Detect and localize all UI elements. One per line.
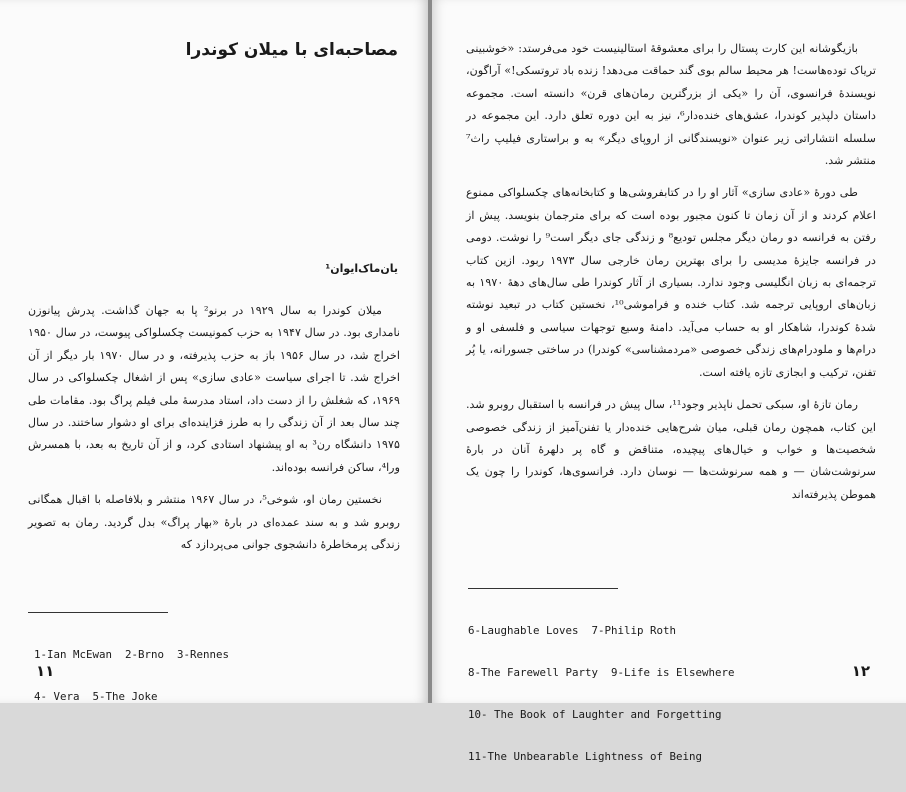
page-number: ۱۱ bbox=[36, 662, 55, 680]
right-footnotes bbox=[468, 596, 735, 792]
footnote-rule bbox=[468, 588, 618, 589]
paragraph: بازیگوشانه این کارت پستال را برای معشوقهٔ استالینیست خود می‌فرستد: «خوشبینی تریاک توده‌هاست! هر محیط سالم بوی گند حماقت می‌دهد! زنده باد تروتسکی!» آراگون، نویسندهٔ فرانسوی، آن را «یکی از بزرگترین رمان‌های قرن» دانسته است. مجموعه داستان دلپذیر کوندرا، عشق‌های خنده‌دار⁶، نیز به این دوره تعلق دارد. این مجموعه در سلسله انتشاراتی زیر عنوان «نویسندگانی از اروپای دیگر» به و براستاری فیلیپ راث⁷ منتشر شد. bbox=[466, 42, 876, 168]
footnote-line: 6-Laughable Loves 7-Philip Roth bbox=[468, 624, 677, 637]
footnote-line: 11-The Unbearable Lightness of Being bbox=[468, 750, 703, 763]
article-title: مصاحبه‌ای با میلان کوندرا bbox=[185, 40, 398, 60]
right-body-text bbox=[466, 38, 876, 578]
right-page bbox=[432, 0, 906, 763]
footnote-line: 1-Ian McEwan 2-Brno 3-Rennes bbox=[34, 648, 230, 661]
footnote-line: 10- The Book of Laughter and Forgetting bbox=[468, 708, 722, 721]
paragraph: رمان تازهٔ او، سبکی تحمل ناپذیر وجود¹¹، سال پیش در فرانسه با استقبال روبرو شد. این کتاب، همچون رمان قبلی، میان شرح‌هایی خنده‌دار یا تفنن‌آمیز از زندگی خصوصی شخصیت‌ها و خواب و خیال‌های پیچیده، متناقض و گاه پر دلهرهٔ آنان در بارهٔ سرنوشت‌شان — و همه سرنوشت‌ها — نوسان دارد. فرانسوی‌ها، کوندرا را چون یک هموطن پذیرفته‌اند bbox=[466, 398, 876, 501]
paragraph: طی دورهٔ «عادی سازی» آثار او را در کتابفروشی‌ها و کتابخانه‌های چکسلواکی ممنوع اعلام کردند و از آن زمان تا کنون مجبور بوده است که برای مترجمان بنویسد. پیش از رفتن به فرانسه دو رمان دیگر مجلس تودیع⁸ و زندگی جای دیگر است⁹ را نوشت. دومی در فرانسه جایزهٔ مدیسی را برای بهترین رمان خارجی سال ۱۹۷۳ ربود. ازین کتاب ترجمه‌ای به زبان انگلیسی وجود ندارد. بسیاری از آثار کوندرا طی سال‌های دههٔ ۱۹۷۰ به زبان‌های اروپایی ترجمه شد. کتاب خنده و فراموشی¹⁰، نخستین کتاب در تبعید نوشته شدهٔ کوندرا، شاهکار او به حساب می‌آید. دامنهٔ وسیع توجهات سیاسی و فلسفی او و درام‌ها و ملودرام‌های زندگی خصوصی «مردمشناسی» کوندرا) در ساختی جسورانه، یا پُر تفنن، ترکیب و ابجازی تازه یافته است. bbox=[466, 186, 877, 379]
paragraph: نخستین رمان او، شوخی⁵، در سال ۱۹۶۷ منتشر و بلافاصله با اقبال همگانی روبرو شد و به سند عمده‌ای در بارهٔ «بهار پراگ» بدل گردید. رمان به تصویر زندگی پرمخاطرهٔ دانشجوی جوانی می‌پردازد که bbox=[28, 493, 400, 552]
left-page bbox=[0, 0, 428, 703]
left-body-text bbox=[28, 300, 400, 590]
author-name: یان‌ماک‌ایوان¹ bbox=[325, 262, 398, 275]
page-number: ۱۲ bbox=[851, 662, 870, 680]
footnote-line: 4- Vera 5-The Joke bbox=[34, 690, 158, 703]
footnote-rule bbox=[28, 612, 168, 613]
left-footnotes bbox=[34, 620, 229, 732]
footnote-line: 8-The Farewell Party 9-Life is Elsewhere bbox=[468, 666, 735, 679]
paragraph: میلان کوندرا به سال ۱۹۲۹ در برنو² پا به جهان گذاشت. پدرش پیانوزن نامداری بود. در سال ۱۹۴۷ به حزب کمونیست چکسلواکی پیوست، در سال ۱۹۵۰ اخراج شد، در سال ۱۹۵۶ باز به حزب پذیرفته، و در سال ۱۹۷۰ بار دیگر از آن اخراج شد. تا اجرای سیاست «عادی سازی» پس از اشغال چکسلواکی در سال ۱۹۶۹، که شغلش را از دست داد، استاد مدرسهٔ ملی فیلم پراگ بود. مقامات طی چند سال بعد از آن زندگی را به طرز فزاینده‌ای برای او دشوار ساختند. در سال ۱۹۷۵ دانشگاه رن³ به او پیشنهاد استادی کرد، و از آن تاریخ به بعد، با همسرش ورا⁴، ساکن فرانسه بوده‌اند. bbox=[28, 304, 401, 474]
